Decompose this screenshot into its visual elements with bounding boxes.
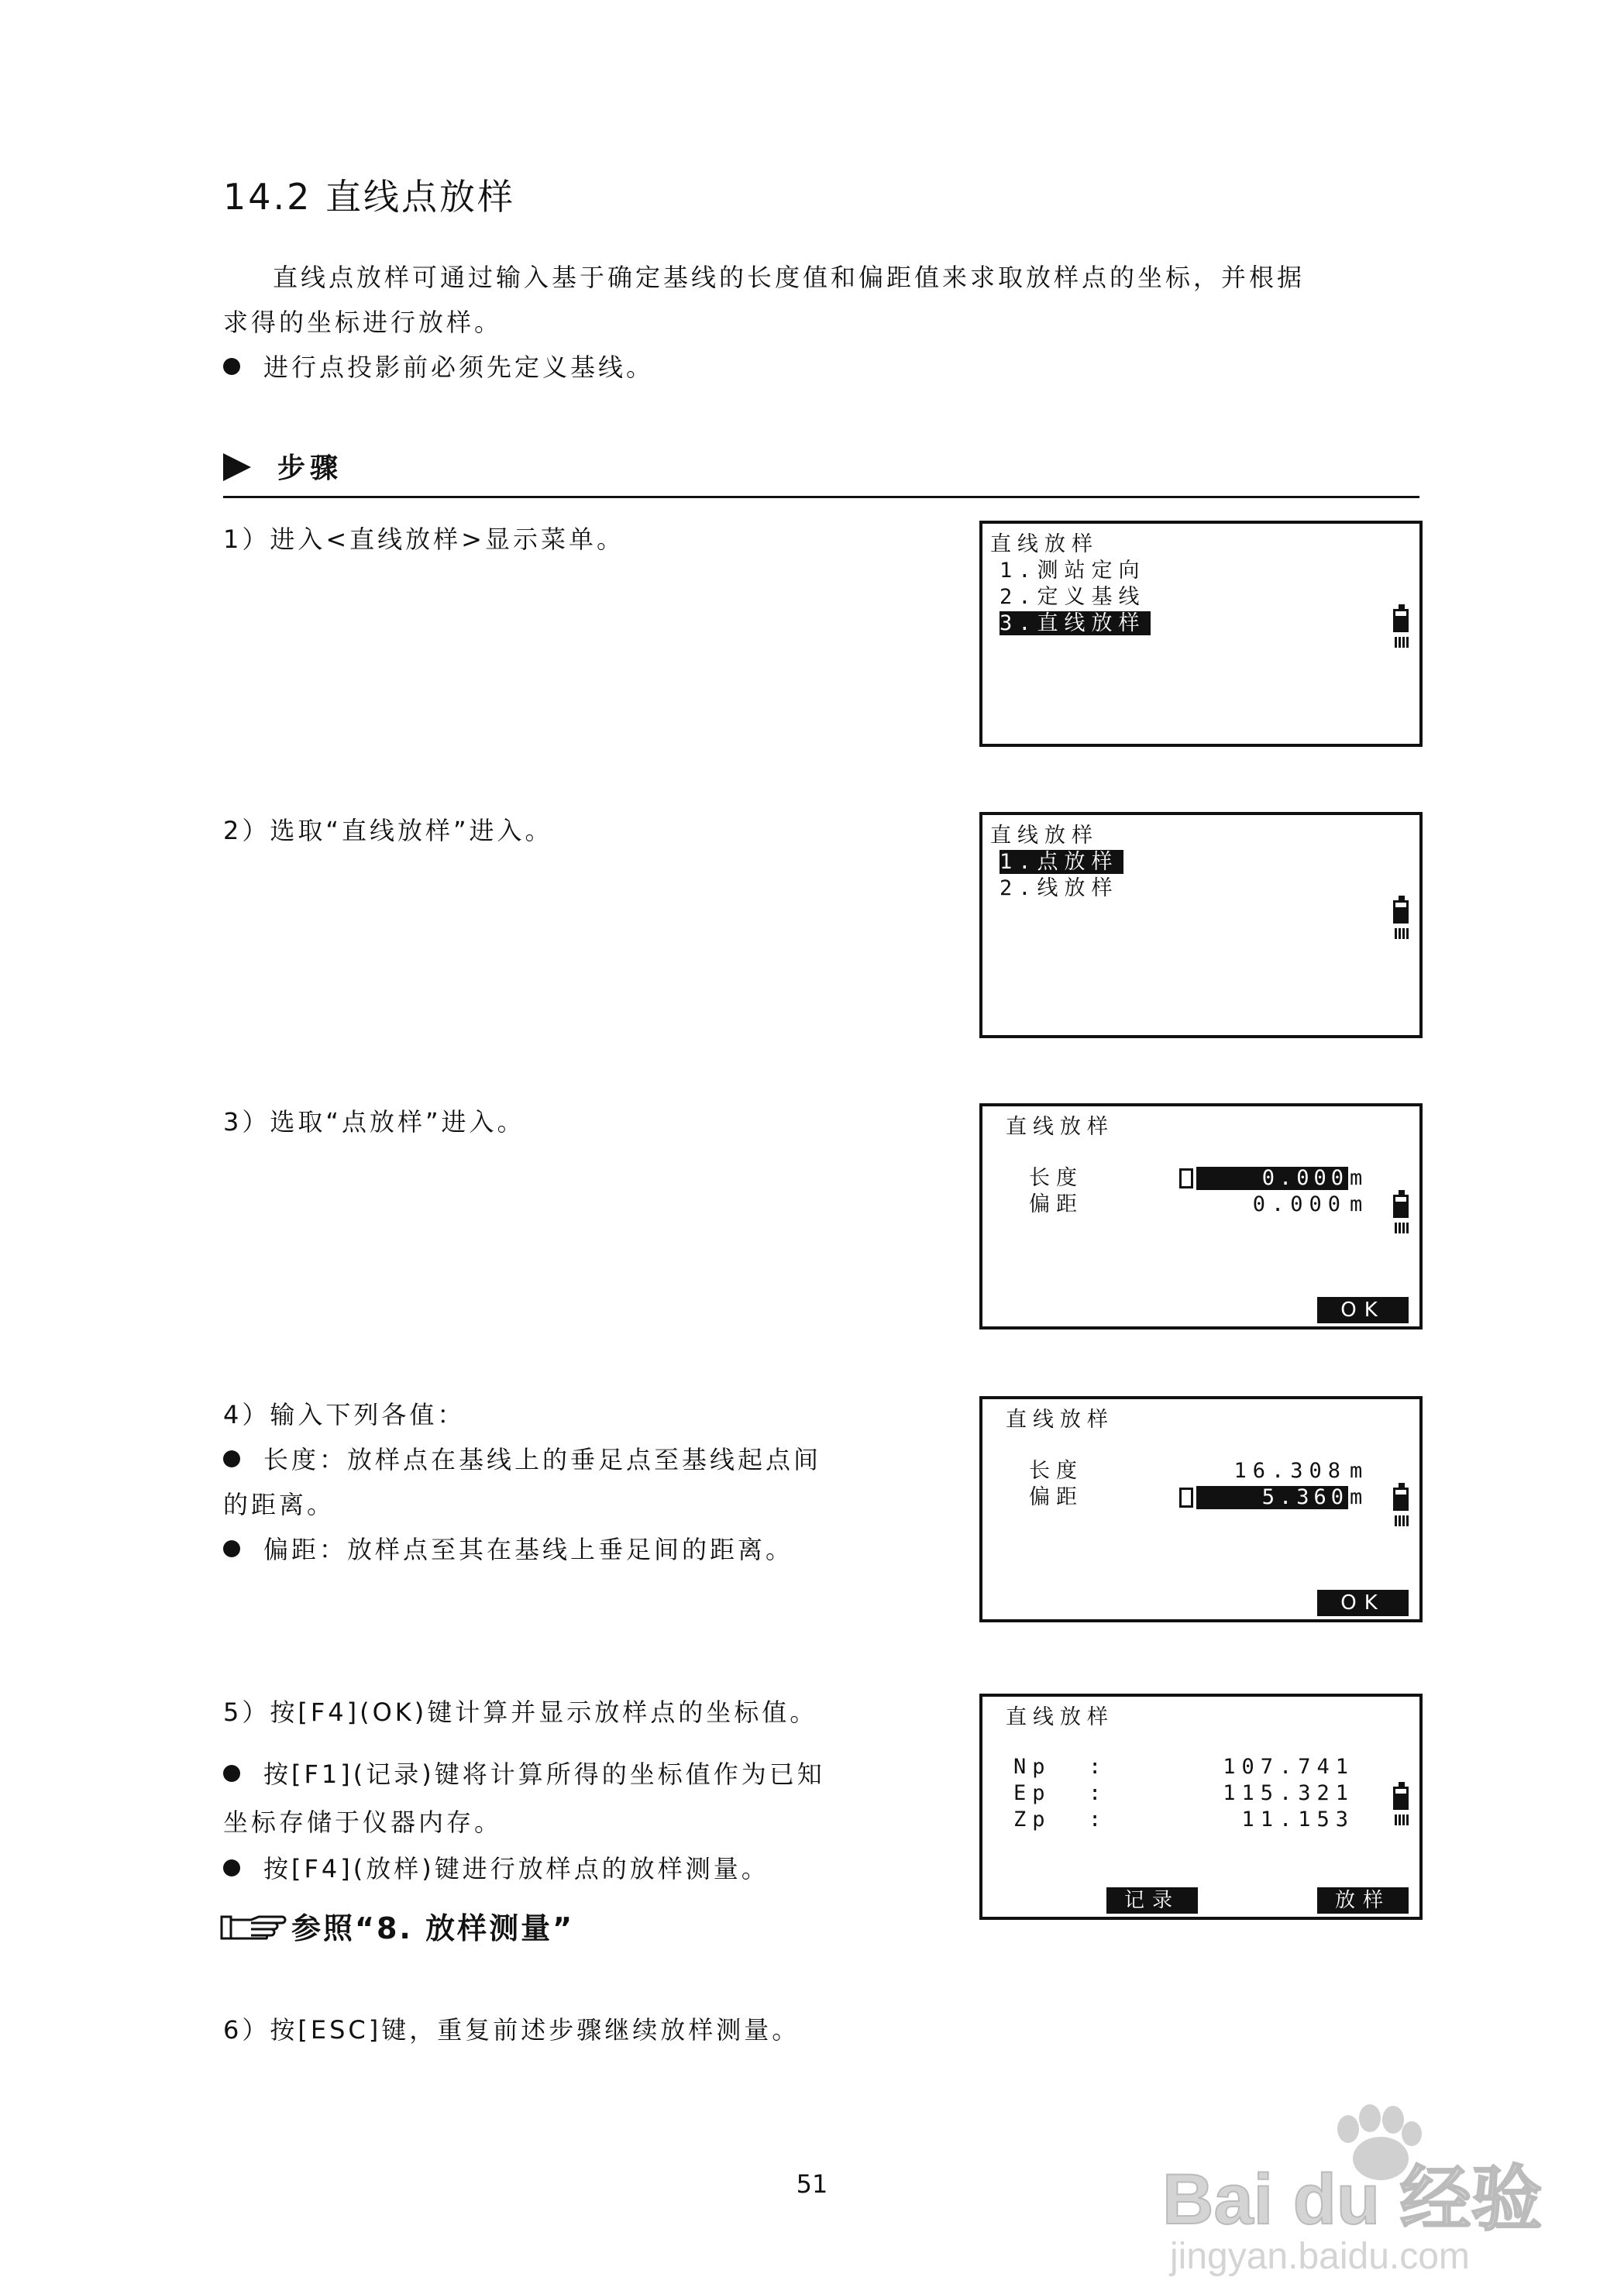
screen-title: 直线放样 [990,824,1099,848]
screen-4-input [979,1396,1423,1622]
page-number: 51 [796,2169,828,2199]
screen-2-menu [979,812,1423,1038]
step-4-bullet-1-cont: 的距离。 [223,1490,335,1519]
screen-title: 直线放样 [1006,1408,1114,1432]
zp-label: Zp : [1013,1808,1108,1832]
step-4-bullet-1: 长度：放样点在基线上的垂足点至基线起点间 [223,1444,821,1477]
bullet-icon [223,358,240,375]
record-softkey[interactable]: 记录 [1106,1887,1198,1914]
input-cursor [1179,1488,1193,1508]
length-unit: m [1350,1166,1369,1190]
menu-item-line-stakeout[interactable]: 2.线放样 [1000,876,1119,900]
step-6-text: 6）按[ESC]键，重复前述步骤继续放样测量。 [223,2015,800,2045]
offset-input[interactable]: 0.000 [1252,1192,1347,1216]
battery-icon [1393,1190,1410,1233]
screen-3-input [979,1103,1423,1329]
offset-unit: m [1350,1485,1369,1509]
length-input[interactable]: 0.000 [1196,1167,1348,1190]
np-value: 107.741 [1223,1755,1354,1779]
stakeout-softkey[interactable]: 放样 [1317,1887,1409,1914]
offset-label: 偏距 [1029,1192,1083,1216]
battery-icon [1393,1483,1410,1526]
screen-title: 直线放样 [990,532,1099,556]
step-5-bullet-1: 按[F1](记录)键将计算所得的坐标值作为已知 [223,1759,825,1791]
watermark-brand: Bai du 经验 [1162,2160,1543,2239]
menu-item-station-orientation[interactable]: 1.测站定向 [1000,559,1146,583]
battery-icon [1393,1782,1410,1825]
step-5-text: 5）按[F4](OK)键计算并显示放样点的坐标值。 [223,1698,818,1727]
input-cursor [1179,1168,1193,1188]
length-label: 长度 [1029,1166,1083,1190]
length-label: 长度 [1029,1459,1083,1483]
pointing-hand-icon [220,1914,287,1942]
signal-icon [1395,637,1409,648]
step-5-bullet-1-cont: 坐标存储于仪器内存。 [223,1808,503,1837]
bullet-icon [223,1450,240,1467]
screen-title: 直线放样 [1006,1115,1114,1139]
bullet-icon [223,1540,240,1557]
step-3-text: 3）选取“点放样”进入。 [223,1107,525,1137]
section-title: 14.2 直线点放样 [223,176,516,218]
menu-item-line-stakeout[interactable]: 3.直线放样 [1000,611,1151,637]
offset-unit: m [1350,1192,1369,1216]
steps-heading: 步骤 [223,451,342,487]
length-unit: m [1350,1459,1369,1483]
step-1-text: 1）进入<直线放样>显示菜单。 [223,525,624,554]
baidu-watermark [1162,2092,1596,2278]
step-2-text: 2）选取“直线放样”进入。 [223,816,553,845]
menu-item-define-baseline[interactable]: 2.定义基线 [1000,585,1146,609]
reference-note: 参照“8. 放样测量” [220,1904,574,1947]
intro-line-2: 求得的坐标进行放样。 [223,308,503,337]
intro-bullet: 进行点投影前必须先定义基线。 [223,352,654,384]
triangle-right-icon [223,453,251,481]
np-label: Np : [1013,1755,1108,1779]
heading-divider [223,496,1419,498]
signal-icon [1395,1515,1409,1526]
screen-1-menu [979,521,1423,747]
step-4-text: 4）输入下列各值： [223,1400,466,1429]
zp-value: 11.153 [1241,1808,1354,1832]
signal-icon [1395,1223,1409,1233]
bullet-icon [223,1765,240,1782]
screen-title: 直线放样 [1006,1705,1114,1729]
intro-line-1: 直线点放样可通过输入基于确定基线的长度值和偏距值来求取放样点的坐标，并根据 [273,263,1306,292]
length-input[interactable]: 16.308 [1233,1459,1347,1483]
menu-item-point-stakeout[interactable]: 1.点放样 [1000,849,1123,875]
offset-label: 偏距 [1029,1485,1083,1509]
offset-input[interactable]: 5.360 [1196,1486,1348,1509]
ok-softkey[interactable]: OK [1317,1297,1409,1323]
bullet-icon [223,1859,240,1876]
paw-logo-icon [1162,2092,1596,2278]
ep-label: Ep : [1013,1781,1108,1805]
ok-softkey[interactable]: OK [1317,1590,1409,1616]
battery-icon [1393,604,1410,648]
screen-5-result [979,1694,1423,1920]
step-5-bullet-2: 按[F4](放样)键进行放样点的放样测量。 [223,1853,769,1886]
watermark-url: jingyan.baidu.com [1170,2236,1470,2277]
signal-icon [1395,1814,1409,1825]
ep-value: 115.321 [1223,1781,1354,1805]
signal-icon [1395,928,1409,939]
battery-icon [1393,896,1410,939]
step-4-bullet-2: 偏距：放样点至其在基线上垂足间的距离。 [223,1534,793,1567]
